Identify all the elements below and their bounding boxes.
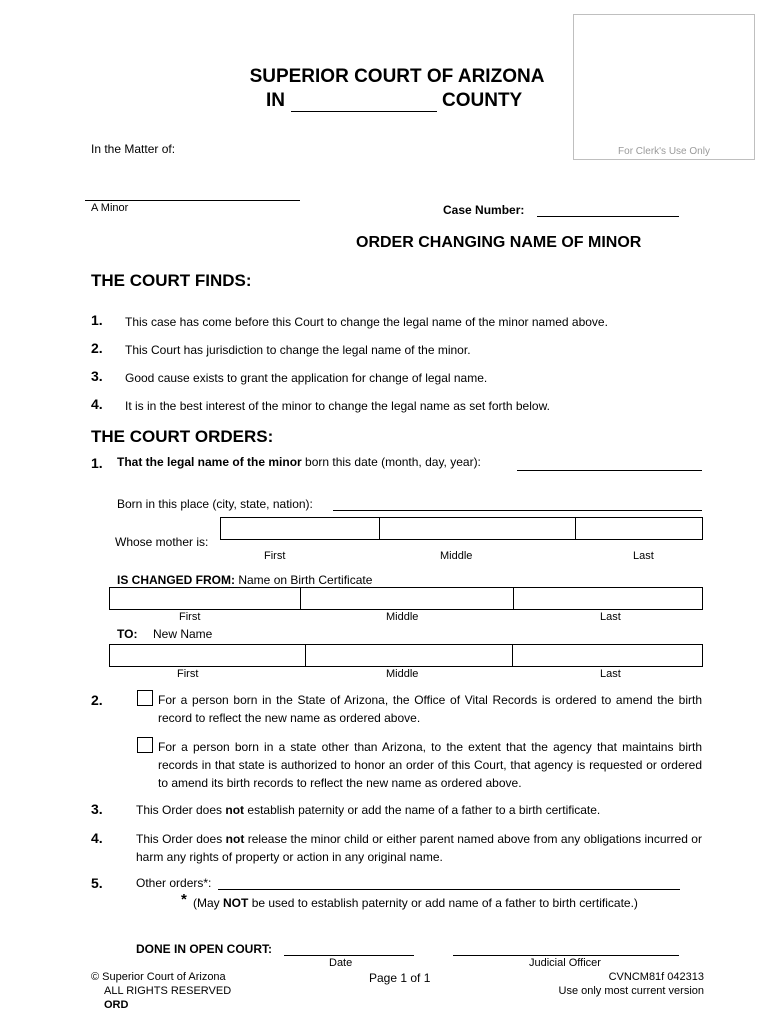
middle-caption: Middle <box>440 550 473 562</box>
judicial-officer-line[interactable] <box>453 955 679 956</box>
form-code: CVNCM81f 042313 <box>608 971 704 983</box>
legal-name-statement <box>117 455 481 469</box>
changed-from-rest: Name on Birth Certificate <box>238 573 373 587</box>
old-last-field[interactable] <box>513 588 702 609</box>
mother-label: Whose mother is: <box>115 535 209 549</box>
footnote-star: * <box>181 891 187 908</box>
arizona-birth-text: For a person born in the State of Arizona, the Office of Vital Records is ordered to amend the birth record to reflect the new name as ordered above. <box>158 693 702 725</box>
arizona-birth-checkbox[interactable] <box>137 690 153 706</box>
page-number: Page 1 of 1 <box>369 971 431 985</box>
county-line[interactable] <box>291 111 437 112</box>
note-not: NOT <box>223 896 249 910</box>
obligations-pre: This Order does <box>136 832 223 846</box>
order-number: 4. <box>91 830 103 846</box>
footer-rights: ALL RIGHTS RESERVED <box>104 985 232 997</box>
matter-label: In the Matter of: <box>91 142 176 156</box>
order-number: 2. <box>91 692 103 708</box>
legal-name-rest: born this date (month, day, year): <box>305 455 481 469</box>
order-number: 1. <box>91 455 103 471</box>
note-post: be used to establish paternity or add name of a father to birth certificate.) <box>251 896 638 910</box>
new-last-field[interactable] <box>512 645 702 666</box>
finding-text: It is in the best interest of the minor to change the legal name as set forth below. <box>125 399 550 413</box>
birth-date-line[interactable] <box>517 470 702 471</box>
date-line[interactable] <box>284 955 414 956</box>
case-number-line[interactable] <box>537 216 679 217</box>
obligations-statement <box>136 830 702 866</box>
minor-name-line[interactable] <box>85 200 300 201</box>
mother-name-row <box>220 517 703 540</box>
order-number: 3. <box>91 801 103 817</box>
middle-caption: Middle <box>386 611 419 623</box>
other-orders-label: Other orders*: <box>136 876 212 890</box>
new-name-label: New Name <box>153 627 213 641</box>
mother-first-field[interactable] <box>221 518 379 539</box>
other-orders-line[interactable] <box>218 889 680 890</box>
note-pre: (May <box>193 896 220 910</box>
legal-name-bold: That the legal name of the minor <box>117 455 302 469</box>
minor-label: A Minor <box>91 202 129 214</box>
finding-number: 1. <box>91 312 103 328</box>
birth-certificate-name-row <box>109 587 703 610</box>
done-in-open-court-label: DONE IN OPEN COURT: <box>136 942 273 956</box>
findings-heading: THE COURT FINDS: <box>91 271 252 290</box>
paternity-pre: This Order does <box>136 803 223 817</box>
orders-heading: THE COURT ORDERS: <box>91 427 274 446</box>
court-title: SUPERIOR COURT OF ARIZONA <box>249 66 545 87</box>
mother-last-field[interactable] <box>575 518 702 539</box>
first-caption: First <box>177 668 199 680</box>
finding-number: 4. <box>91 396 103 412</box>
old-first-field[interactable] <box>110 588 300 609</box>
footer-copyright: © Superior Court of Arizona <box>91 971 226 983</box>
county-in-label: IN <box>266 90 285 111</box>
other-state-birth-checkbox[interactable] <box>137 737 153 753</box>
new-first-field[interactable] <box>110 645 305 666</box>
date-caption: Date <box>329 957 353 969</box>
old-middle-field[interactable] <box>300 588 513 609</box>
birth-place-label: Born in this place (city, state, nation): <box>117 497 313 511</box>
case-number-label: Case Number: <box>443 203 525 217</box>
county-label: COUNTY <box>442 90 523 111</box>
obligations-post: release the minor child or either parent named above from any obligations incurred or harm any rights of property or action in any original name. <box>136 832 702 864</box>
footer-ord: ORD <box>104 999 129 1011</box>
paternity-statement <box>136 801 702 819</box>
changed-from-bold: IS CHANGED FROM: <box>117 573 235 587</box>
last-caption: Last <box>600 668 621 680</box>
new-middle-field[interactable] <box>305 645 512 666</box>
clerk-use-label: For Clerk's Use Only <box>618 146 710 157</box>
changed-from-label <box>117 573 372 587</box>
paternity-post: establish paternity or add the name of a father to a birth certificate. <box>247 803 601 817</box>
middle-caption: Middle <box>386 668 419 680</box>
order-title: ORDER CHANGING NAME OF MINOR <box>356 234 642 251</box>
obligations-not: not <box>225 832 245 846</box>
last-caption: Last <box>600 611 621 623</box>
finding-number: 3. <box>91 368 103 384</box>
order-number: 5. <box>91 875 103 891</box>
other-orders-note <box>193 896 638 910</box>
mother-middle-field[interactable] <box>379 518 575 539</box>
first-caption: First <box>179 611 201 623</box>
birth-place-line[interactable] <box>333 510 702 511</box>
first-caption: First <box>264 550 286 562</box>
new-name-row <box>109 644 703 667</box>
version-note: Use only most current version <box>558 985 704 997</box>
other-state-birth-text: For a person born in a state other than Arizona, to the extent that the agency that maintains birth records in that state is authorized to honor an order of this Court, that agency is requested or ordered to amend its birth records to reflect the new name as ordered above. <box>158 740 702 790</box>
finding-text: This case has come before this Court to change the legal name of the minor named above. <box>125 315 608 329</box>
finding-number: 2. <box>91 340 103 356</box>
last-caption: Last <box>633 550 654 562</box>
to-label: TO: <box>117 627 138 641</box>
judicial-officer-caption: Judicial Officer <box>529 957 601 969</box>
finding-text: Good cause exists to grant the application for change of legal name. <box>125 371 488 385</box>
paternity-not: not <box>225 803 245 817</box>
finding-text: This Court has jurisdiction to change the legal name of the minor. <box>125 343 471 357</box>
